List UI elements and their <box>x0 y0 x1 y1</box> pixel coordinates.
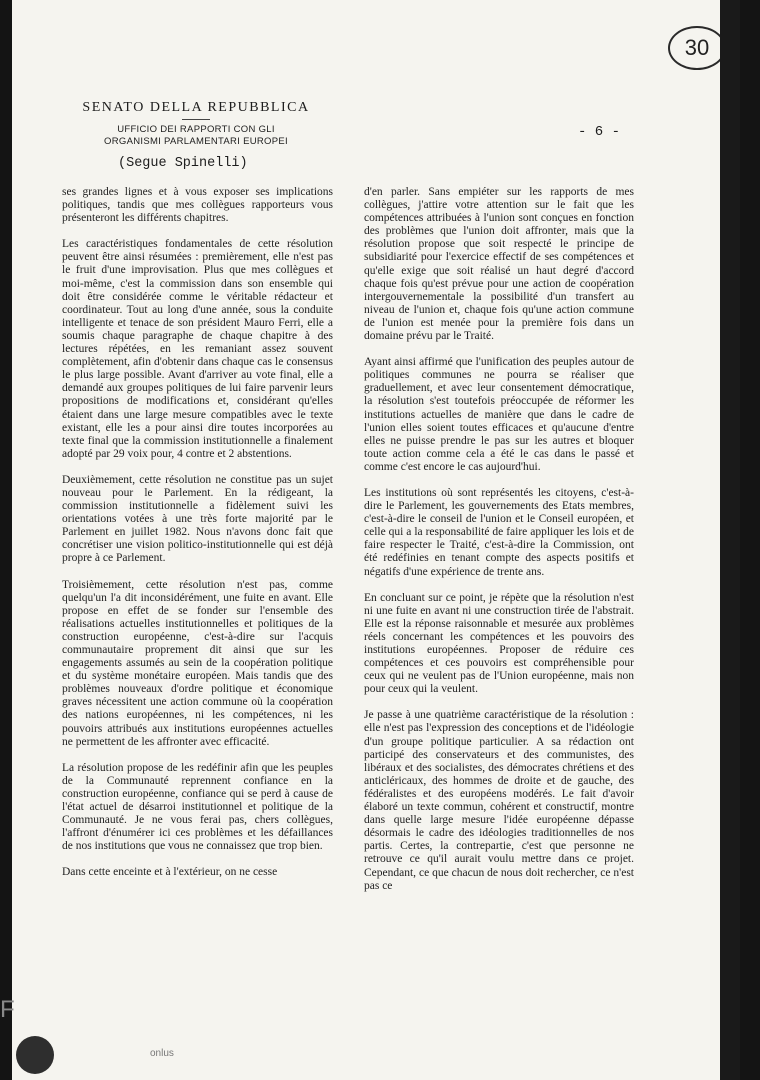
paragraph: Ayant ainsi affirmé que l'unification des peuples autour de politiques communes ne pourra se réaliser que graduellement, et avec leur consentement démocratique, la résolution s'est toutefois préoccupée de réformer les institutions actuelles de manière que dans le cadre de l'union elles soient toutes efficaces et qu'aucune d'entre elles ne puisse prendre le pas sur les autres et bloquer toute action comme cela a été le cas dans le passé et comme c'est encore le cas aujourd'hui. <box>364 356 634 473</box>
page-stamp: 30 <box>668 26 726 70</box>
right-column <box>364 186 634 893</box>
paragraph: Dans cette enceinte et à l'extérieur, on ne cesse <box>62 866 278 879</box>
speaker-label: (Segue Spinelli) <box>118 156 248 171</box>
letterhead-rule <box>182 119 210 120</box>
watermark-text: onlus <box>150 1048 174 1059</box>
paragraph: Je passe à une quatrième caractéristique de la résolution : elle n'est pas l'expression des conceptions et de l'idéologie d'un groupe politique particulier. A sa rédaction ont participé des conservateurs et des communistes, des libéraux et des socialistes, des démocrates chrétiens et des anticléricaux, des hommes de droite et de gauche, des fédéralistes et des européens modérés. Le fait d'avoir élaboré un texte commun, cohérent et constructif, montre dans quelle large mesure l'idée européenne dépasse désormais le cadre des idéologies traditionnelles de nos partis. Certes, la contrepartie, c'est que personne ne retrouve ce qu'il aurait voulu mettre dans ce projet. Cependant, ce que chacun de nous doit rechercher, ce n'est pas ce <box>364 709 634 892</box>
paragraph: d'en parler. Sans empiéter sur les rapports de mes collègues, j'attire votre attention sur le fait que les compétences attribuées à l'union sont conçues en fonction des problèmes que l'union doit affronter, mais que la résolution propose que soit respecté le principe de subsidiarité pour l'exercice effectif de ses compétences et qu'elle exige que soit réalisé un haut degré d'accord chaque fois qu'est prévue pour une action de coopération intergouvernementale la possibilité d'un transfert au niveau de l'union et, chaque fois qu'une action commune de l'union est menée pour la première fois dans un domaine prévu par le Traité. <box>364 186 634 343</box>
letterhead-office-line-2: ORGANISMI PARLAMENTARI EUROPEI <box>104 136 288 147</box>
paragraph: En concluant sur ce point, je répète que la résolution n'est ni une fuite en avant ni une construction tirée de l'abstrait. Elle est la réponse raisonnable et mesurée aux problèmes réels concernant les compétences et les pouvoirs des institutions européennes. Proposer de réduire ces compétences et ces pouvoirs est compréhensible pour ceux qui ne veulent pas de l'Union européenne, mais non pour ceux qui la veulent. <box>364 591 634 696</box>
letterhead-senate: SENATO DELLA REPUBBLICA <box>82 100 310 115</box>
watermark-logo-icon <box>16 1036 54 1074</box>
paragraph: La résolution propose de les redéfinir afin que les peuples de la Communauté reprennent confiance en la construction européenne, confiance qui se perd à cause de l'état actuel de désarroi institutionnel et politique de la Communauté. Je ne vous ferai pas, chers collègues, l'affront d'énumérer ici ces problèmes et les défaillances de nos institutions que vous ne connaissez que trop bien. <box>62 761 333 853</box>
paragraph: Les institutions où sont représentés les citoyens, c'est-à-dire le Parlement, les gouvernements des Etats membres, c'est-à-dire le conseil de l'union et le Conseil européen, et celle qui a la responsabilité de faire appliquer les lois et de faire respecter le Traité, c'est-à-dire la Commission, ont été redéfinies en tenant compte des aspects positifs et négatifs d'une expérience de trente ans. <box>364 486 634 578</box>
letterhead-office-line-1: UFFICIO DEI RAPPORTI CON GLI <box>117 124 275 135</box>
paragraph: Deuxièmement, cette résolution ne constitue pas un sujet nouveau pour le Parlement. En la rédigeant, la commission institutionnelle a fidèlement suivi les orientations votées à une très forte majorité par le Parlement en juillet 1982. Nous n'avons donc fait que concrétiser une vision politico-institutionnelle qui est déjà propre à ce Parlement. <box>62 473 333 565</box>
watermark-letter: F <box>0 996 15 1023</box>
page-number: - 6 - <box>578 124 621 140</box>
scan-edge <box>720 0 740 1080</box>
left-column <box>62 186 333 880</box>
paragraph: Troisièmement, cette résolution n'est pas, comme quelqu'un l'a dit inconsidérément, une fuite en avant. Elle propose en effet de se fonder sur l'ensemble des réalisations actuelles institutionnelles et politiques de la construction européenne, c'est-à-dire sur l'acquis communautaire proprement dit ainsi que sur les engagements assumés au sein de la coopération politique et du système monétaire européen. Mais tandis que des problèmes nouveaux d'ordre politique et économique graves nécessitent une action commune où la coopération des nations européennes, ni les compétences, ni les pouvoirs attribués aux institutions européennes actuelles ne permettent de les affronter avec efficacité. <box>62 578 333 748</box>
letterhead <box>56 100 336 148</box>
paragraph: Les caractéristiques fondamentales de cette résolution peuvent être ainsi résumées : premièrement, elle n'est pas le fruit d'une improvisation. Plus que mes collègues et moi-même, c'est la commission dans son ensemble qui doit être considérée comme le véritable rédacteur et coordinateur. Tout au long d'une année, sous la conduite intelligente et tenace de son président Mauro Ferri, elle a soumis chaque paragraphe de chaque chapitre à des lectures répétées, en les remaniant assez souvent complètement, afin d'obtenir dans chaque cas le consensus le plus large possible. Avant d'arriver au vote final, elle a demandé aux groupes politiques de lui faire parvenir leurs propositions de modifications et, considérant qu'elles étaient dans une large mesure compatibles avec le texte existant, elle les a pour ainsi dire toutes incorporées au texte final que la commission institutionnelle a finalement adopté par 29 voix pour, 4 contre et 2 abstentions. <box>62 238 333 460</box>
document-page <box>12 0 740 1080</box>
paragraph: ses grandes lignes et à vous exposer ses implications politiques, tandis que mes collègues rapporteurs vous présenteront les différents chapitres. <box>62 186 333 225</box>
